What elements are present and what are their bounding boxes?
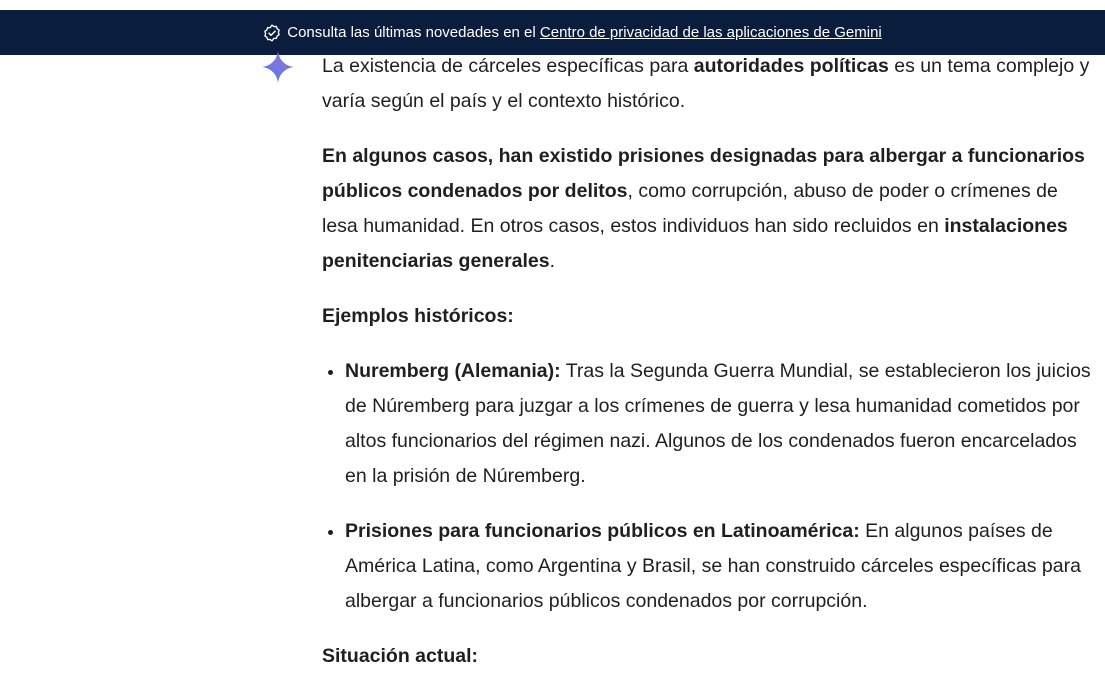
section-heading-current: Situación actual: (322, 645, 479, 667)
list-item (345, 514, 1097, 619)
list-item-text: En algunos países de América Latina, como Argentina y Brasil, se han construido cárceles específicas para albergar a funcionarios públicos condenados por corrupción. (345, 520, 1081, 612)
bold-phrase: En algunos casos, han existido prisiones designadas para albergar a funcionarios públicos condenados por delitos (322, 145, 1085, 202)
gemini-sparkle-icon (260, 49, 296, 85)
response-paragraph-1: La existencia de cárceles específicas para autoridades políticas es un tema complejo y varía según el país y el contexto histórico. (322, 55, 1090, 112)
list-item-title: Nuremberg (Alemania): (345, 360, 561, 382)
list-item-title: Prisiones para funcionarios públicos en Latinoamérica: (345, 520, 860, 542)
assistant-response (322, 49, 1097, 694)
section-heading-historical: Ejemplos históricos: (322, 305, 514, 327)
bold-phrase: instalaciones penitenciarias generales (322, 215, 1068, 272)
list-item (345, 354, 1097, 494)
banner-text: Consulta las últimas novedades en el (287, 24, 540, 41)
top-strip (0, 0, 1105, 10)
list-item-text: Tras la Segunda Guerra Mundial, se establecieron los juicios de Núremberg para juzgar a los crímenes de guerra y lesa humanidad cometidos por altos funcionarios del régimen nazi. Algunos de los condenados fueron encarcelados en la prisión de Núremberg. (345, 360, 1091, 487)
bold-phrase: autoridades políticas (693, 55, 889, 77)
response-paragraph-2: En algunos casos, han existido prisiones designadas para albergar a funcionarios públicos condenados por delitos, como corrupción, abuso de poder o crímenes de lesa humanidad. En otros casos, estos individuos han sido recluidos en instalaciones penitenciarias generales. (322, 145, 1085, 272)
privacy-center-link[interactable]: Centro de privacidad de las aplicaciones de Gemini (539, 24, 882, 41)
verified-badge-icon (263, 24, 281, 42)
examples-list (322, 354, 1097, 619)
